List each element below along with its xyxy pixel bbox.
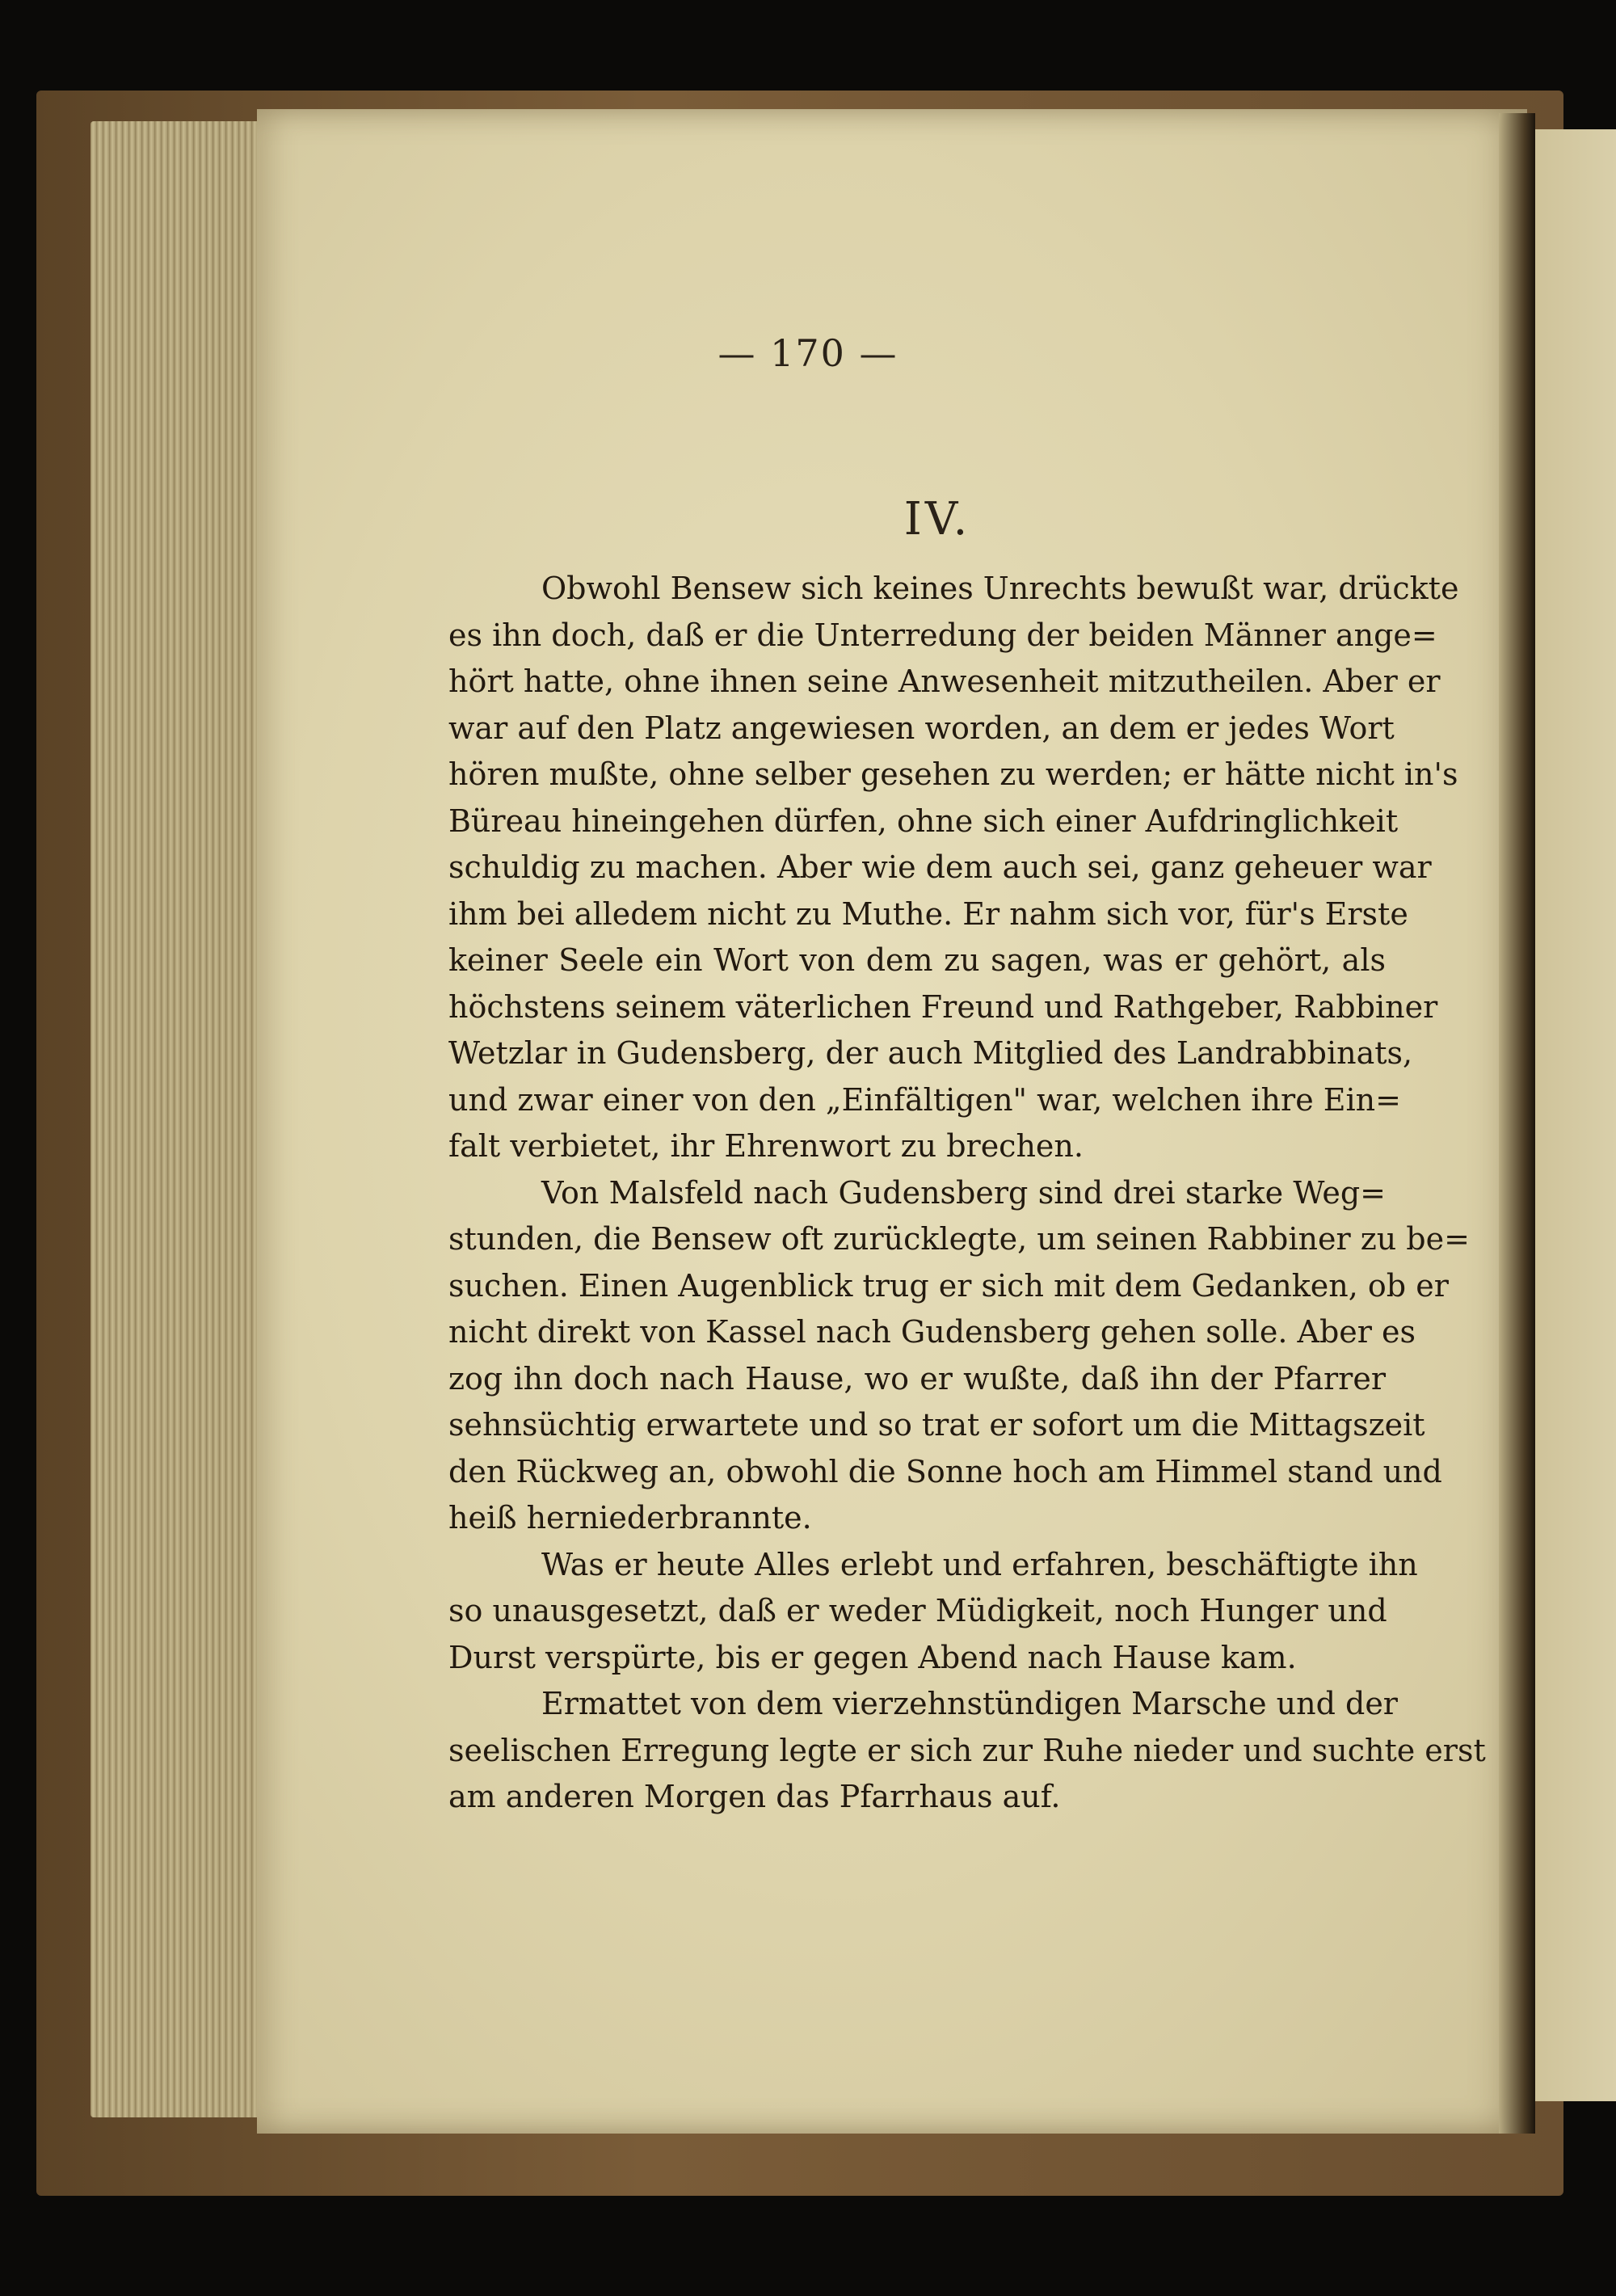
text-line: Wetzlar in Gudensberg, der auch Mitglied des Landrabbinats, [448,1035,1413,1071]
text-line: zog ihn doch nach Hause, wo er wußte, daß ihn der Pfarrer [448,1360,1386,1397]
text-line: war auf den Platz angewiesen worden, an dem er jedes Wort [448,710,1395,746]
text-line: sehnsüchtig erwartete und so trat er sofort um die Mittagszeit [448,1407,1425,1443]
text-line: hören mußte, ohne selber gesehen zu werden; er hätte nicht in's [448,756,1458,792]
text-line: und zwar einer von den „Einfältigen" war, welchen ihre Ein= [448,1081,1401,1118]
body-text [448,566,1486,1821]
text-line: den Rückweg an, obwohl die Sonne hoch am Himmel stand und [448,1453,1442,1489]
text-line: nicht direkt von Kassel nach Gudensberg gehen solle. Aber es [448,1314,1416,1350]
text-line: höchstens seinem väterlichen Freund und Rathgeber, Rabbiner [448,988,1438,1025]
page-edges [90,121,264,2117]
text-line: so unausgesetzt, daß er weder Müdigkeit, noch Hunger und [448,1593,1387,1628]
text-line: schuldig zu machen. Aber wie dem auch sei, ganz geheuer war [448,849,1432,885]
text-line: Obwohl Bensew sich keines Unrechts bewußt war, drückte [541,571,1459,606]
text-line: Ermattet von dem vierzehnstündigen Marsche und der [541,1686,1398,1721]
text-line: es ihn doch, daß er die Unterredung der beiden Männer ange= [448,617,1437,653]
text-line: stunden, die Bensew oft zurücklegte, um seinen Rabbiner zu be= [448,1221,1470,1257]
book-gutter [1499,113,1535,2134]
text-line: Was er heute Alles erlebt und erfahren, beschäftigte ihn [541,1546,1418,1582]
text-line: keiner Seele ein Wort von dem zu sagen, was er gehört, als [448,942,1386,978]
text-line: am anderen Morgen das Pfarrhaus auf. [448,1779,1061,1814]
text-line: heiß herniederbrannte. [448,1500,812,1536]
text-line: seelischen Erregung legte er sich zur Ruhe nieder und suchte erst [448,1732,1486,1768]
text-line: hört hatte, ohne ihnen seine Anwesenheit mitzutheilen. Aber er [448,664,1441,699]
text-line: ihm bei alledem nicht zu Muthe. Er nahm sich vor, für's Erste [448,895,1408,932]
chapter-heading: IV. [903,493,971,546]
facing-page-edge [1535,129,1616,2101]
text-line: falt verbietet, ihr Ehrenwort zu brechen. [448,1128,1084,1164]
text-line: Büreau hineingehen dürfen, ohne sich einer Aufdringlichkeit [448,803,1399,839]
text-line: Von Malsfeld nach Gudensberg sind drei starke Weg= [541,1174,1386,1211]
page-number: — 170 — [718,331,898,375]
text-line: suchen. Einen Augenblick trug er sich mit dem Gedanken, ob er [448,1267,1449,1304]
text-line: Durst verspürte, bis er gegen Abend nach Hause kam. [448,1639,1297,1675]
